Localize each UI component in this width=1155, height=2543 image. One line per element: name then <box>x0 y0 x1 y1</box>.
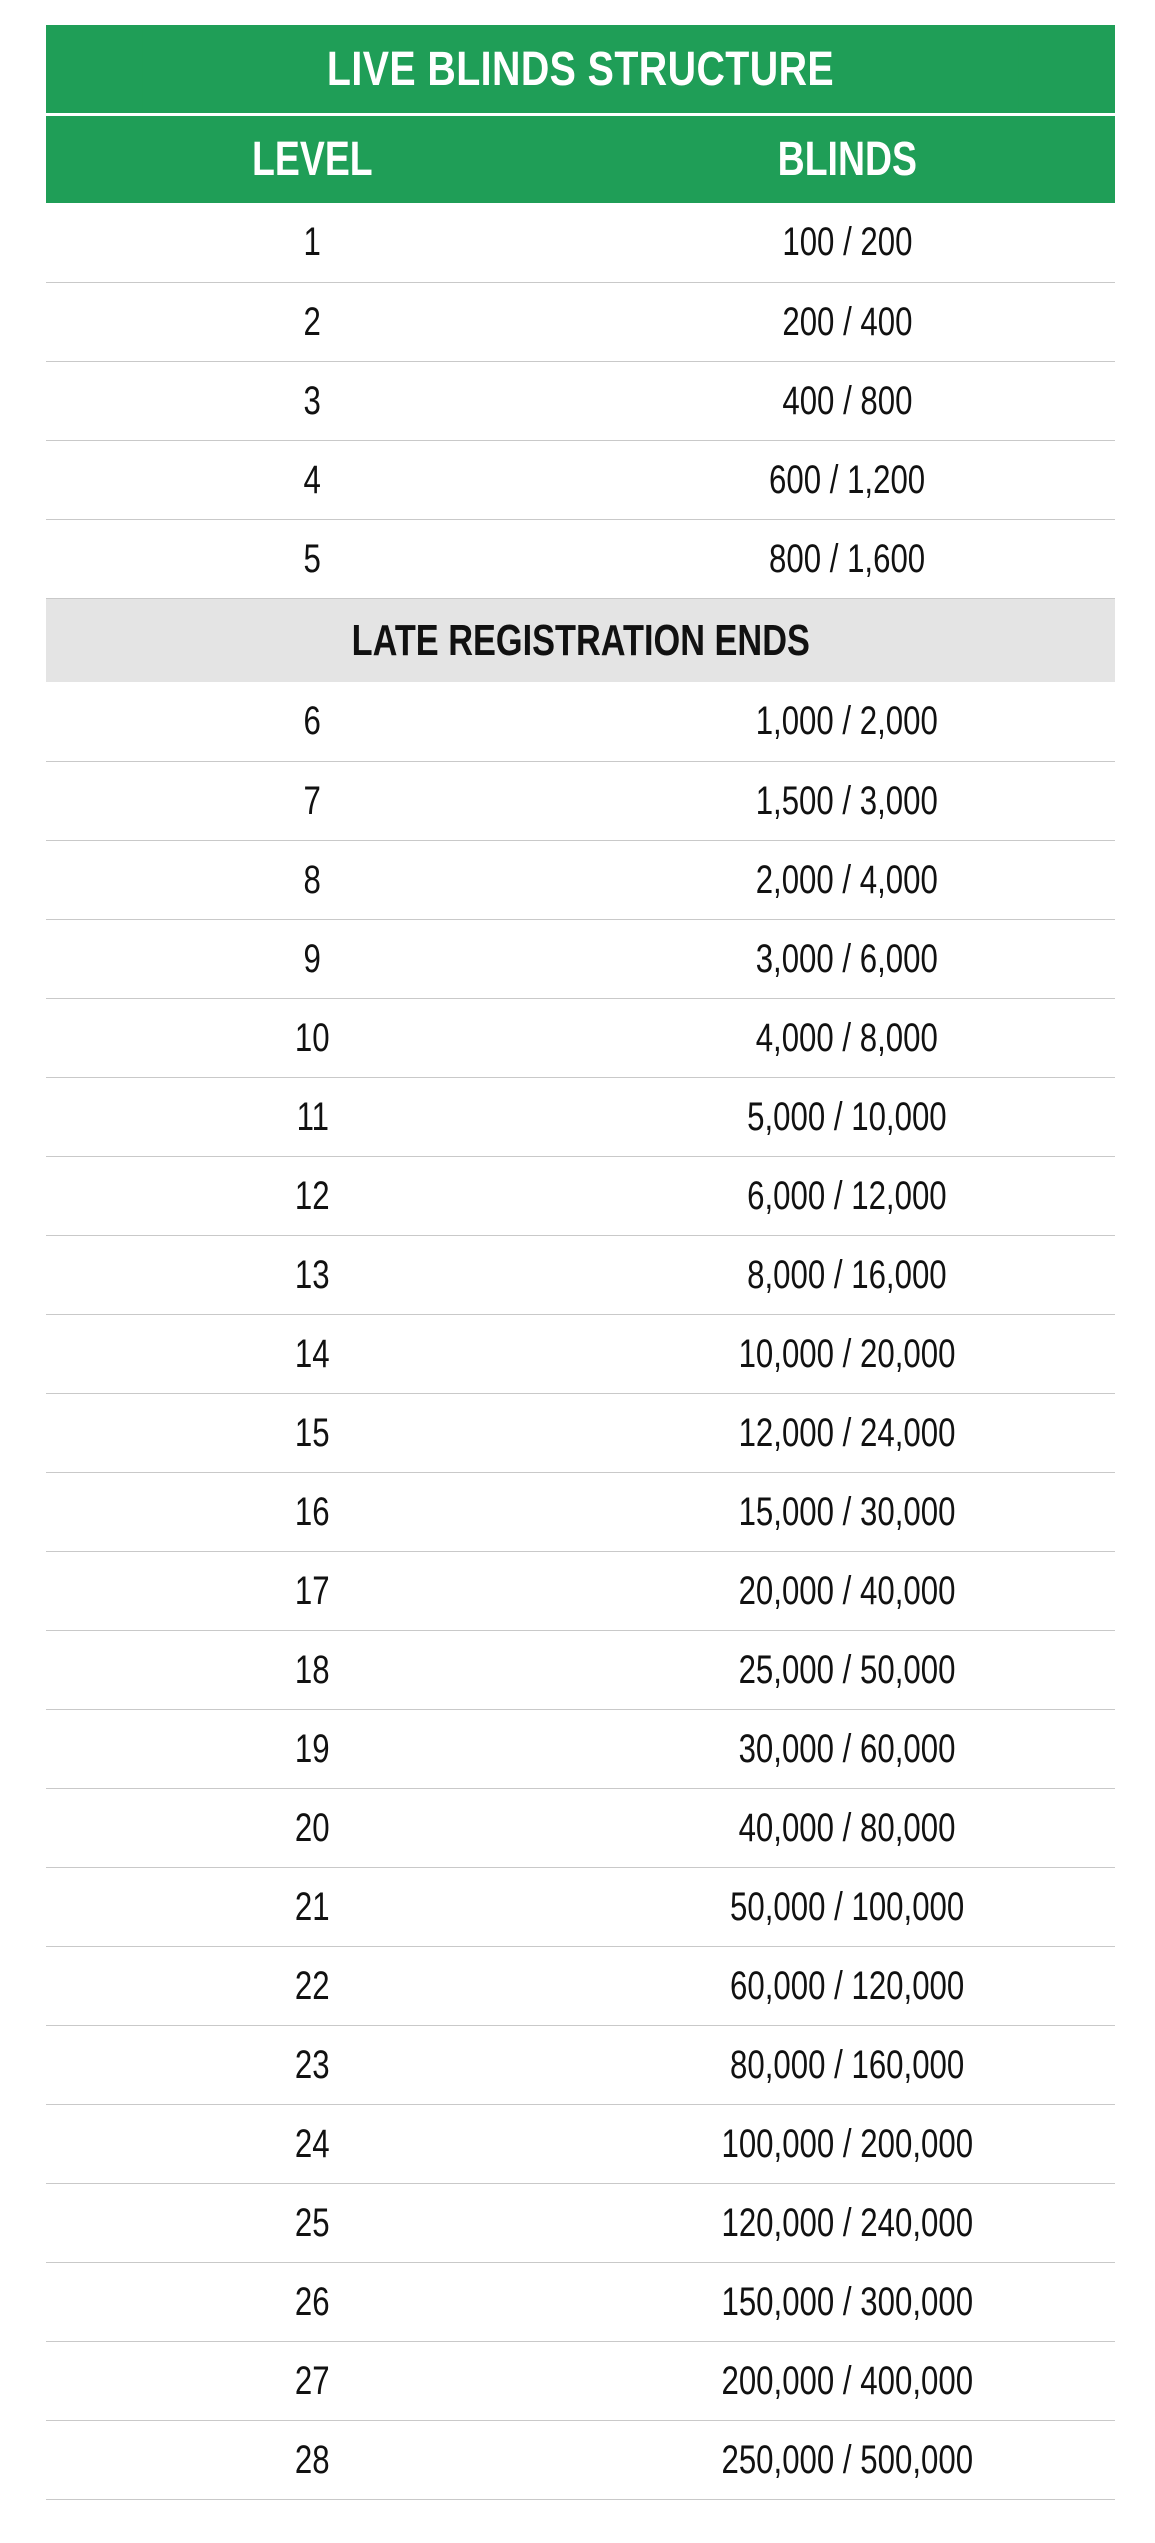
table-row <box>46 1947 1115 2026</box>
blinds-cell <box>579 2359 1115 2404</box>
level-cell <box>46 1174 579 1219</box>
blinds-cell <box>579 2043 1115 2088</box>
level-cell <box>46 300 579 345</box>
blinds-value: 40,000 / 80,000 <box>738 1805 956 1850</box>
table-row <box>46 762 1115 841</box>
level-value: 12 <box>295 1173 330 1218</box>
level-cell <box>46 1727 579 1772</box>
blinds-value: 60,000 / 120,000 <box>729 1963 965 2008</box>
level-value: 7 <box>303 778 322 823</box>
level-value: 22 <box>295 1963 330 2008</box>
level-value: 24 <box>295 2121 330 2166</box>
level-cell <box>46 1885 579 1930</box>
level-value: 5 <box>303 536 322 581</box>
level-cell <box>46 2280 579 2325</box>
blinds-cell <box>579 1411 1115 1456</box>
header-blinds <box>579 132 1115 187</box>
level-value: 17 <box>295 1568 330 1613</box>
table-row <box>46 2342 1115 2421</box>
blinds-cell <box>579 779 1115 824</box>
blinds-value: 5,000 / 10,000 <box>747 1094 947 1139</box>
level-value: 27 <box>295 2358 330 2403</box>
blinds-value: 150,000 / 300,000 <box>721 2279 973 2324</box>
blinds-cell <box>579 1490 1115 1535</box>
blinds-value: 2,000 / 4,000 <box>755 857 939 902</box>
level-value: 2 <box>303 299 322 344</box>
blinds-value: 100 / 200 <box>781 220 913 264</box>
blinds-cell <box>579 1016 1115 1061</box>
blinds-table <box>46 25 1115 2500</box>
table-row <box>46 2421 1115 2500</box>
blinds-cell <box>579 2122 1115 2167</box>
level-value: 15 <box>295 1410 330 1455</box>
blinds-value: 4,000 / 8,000 <box>755 1015 939 1060</box>
blinds-value: 120,000 / 240,000 <box>721 2200 973 2245</box>
blinds-value: 30,000 / 60,000 <box>738 1726 956 1771</box>
blinds-value: 400 / 800 <box>781 378 913 423</box>
blinds-cell <box>579 2438 1115 2483</box>
late-registration-label: LATE REGISTRATION ENDS <box>351 615 810 665</box>
level-value: 19 <box>295 1726 330 1771</box>
level-cell <box>46 220 579 265</box>
blinds-cell <box>579 1806 1115 1851</box>
level-value: 10 <box>295 1015 330 1060</box>
table-row <box>46 283 1115 362</box>
blinds-cell <box>579 2280 1115 2325</box>
level-value: 13 <box>295 1252 330 1297</box>
level-cell <box>46 537 579 582</box>
blinds-cell <box>579 2201 1115 2246</box>
blinds-cell <box>579 1174 1115 1219</box>
blinds-cell <box>579 1095 1115 1140</box>
blinds-value: 200,000 / 400,000 <box>721 2358 973 2403</box>
blinds-cell <box>579 1964 1115 2009</box>
table-row <box>46 920 1115 999</box>
level-cell <box>46 699 579 744</box>
level-value: 4 <box>303 457 322 502</box>
level-cell <box>46 1569 579 1614</box>
blinds-cell <box>579 937 1115 982</box>
blinds-value: 8,000 / 16,000 <box>747 1252 947 1297</box>
table-row <box>46 1236 1115 1315</box>
blinds-cell <box>579 1885 1115 1930</box>
blinds-value: 800 / 1,600 <box>768 536 926 581</box>
level-value: 6 <box>303 699 322 743</box>
level-cell <box>46 1095 579 1140</box>
table-row <box>46 1473 1115 1552</box>
level-value: 25 <box>295 2200 330 2245</box>
level-value: 28 <box>295 2437 330 2482</box>
level-value: 20 <box>295 1805 330 1850</box>
blinds-cell <box>579 1727 1115 1772</box>
level-cell <box>46 1332 579 1377</box>
blinds-cell <box>579 220 1115 265</box>
blinds-cell <box>579 300 1115 345</box>
blinds-value: 25,000 / 50,000 <box>738 1647 956 1692</box>
blinds-cell <box>579 699 1115 744</box>
blinds-value: 1,500 / 3,000 <box>755 778 939 823</box>
table-row <box>46 2026 1115 2105</box>
table-title-bar <box>46 25 1115 113</box>
table-row <box>46 520 1115 599</box>
late-registration-band <box>46 599 1115 682</box>
level-cell <box>46 1490 579 1535</box>
level-cell <box>46 1806 579 1851</box>
level-cell <box>46 858 579 903</box>
level-value: 26 <box>295 2279 330 2324</box>
blinds-cell <box>579 537 1115 582</box>
level-cell <box>46 1411 579 1456</box>
blinds-value: 12,000 / 24,000 <box>738 1410 956 1455</box>
table-row <box>46 841 1115 920</box>
blinds-cell <box>579 858 1115 903</box>
blinds-cell <box>579 458 1115 503</box>
level-value: 23 <box>295 2042 330 2087</box>
level-value: 9 <box>303 936 322 981</box>
level-value: 14 <box>295 1331 330 1376</box>
level-cell <box>46 1016 579 1061</box>
blinds-value: 50,000 / 100,000 <box>729 1884 965 1929</box>
header-blinds-label: BLINDS <box>777 133 917 186</box>
level-cell <box>46 458 579 503</box>
table-row <box>46 1631 1115 1710</box>
blinds-value: 15,000 / 30,000 <box>738 1489 956 1534</box>
level-cell <box>46 2122 579 2167</box>
blinds-value: 80,000 / 160,000 <box>729 2042 965 2087</box>
level-value: 1 <box>303 220 322 264</box>
table-row <box>46 362 1115 441</box>
table-header-row <box>46 116 1115 203</box>
table-row <box>46 1710 1115 1789</box>
blinds-value: 10,000 / 20,000 <box>738 1331 956 1376</box>
table-row <box>46 999 1115 1078</box>
table-row <box>46 1078 1115 1157</box>
rows-after-break <box>46 682 1115 2500</box>
level-cell <box>46 1648 579 1693</box>
table-row <box>46 1157 1115 1236</box>
blinds-value: 6,000 / 12,000 <box>747 1173 947 1218</box>
level-cell <box>46 937 579 982</box>
table-row <box>46 1552 1115 1631</box>
table-row <box>46 2184 1115 2263</box>
level-cell <box>46 779 579 824</box>
level-value: 8 <box>303 857 322 902</box>
table-row <box>46 203 1115 283</box>
level-cell <box>46 2359 579 2404</box>
table-row <box>46 2105 1115 2184</box>
table-row <box>46 682 1115 762</box>
blinds-value: 100,000 / 200,000 <box>721 2121 973 2166</box>
level-value: 21 <box>295 1884 330 1929</box>
level-value: 18 <box>295 1647 330 1692</box>
blinds-value: 20,000 / 40,000 <box>738 1568 956 1613</box>
table-row <box>46 2263 1115 2342</box>
level-value: 3 <box>303 378 322 423</box>
level-cell <box>46 2043 579 2088</box>
blinds-value: 250,000 / 500,000 <box>721 2437 973 2482</box>
blinds-value: 1,000 / 2,000 <box>755 699 939 743</box>
header-level <box>46 132 579 187</box>
blinds-value: 600 / 1,200 <box>768 457 926 502</box>
level-cell <box>46 2438 579 2483</box>
level-cell <box>46 379 579 424</box>
table-row <box>46 441 1115 520</box>
level-value: 16 <box>295 1489 330 1534</box>
level-cell <box>46 1964 579 2009</box>
rows-before-break <box>46 203 1115 599</box>
table-title: LIVE BLINDS STRUCTURE <box>142 25 1019 113</box>
header-level-label: LEVEL <box>252 133 373 186</box>
table-row <box>46 1789 1115 1868</box>
table-row <box>46 1868 1115 1947</box>
blinds-value: 200 / 400 <box>781 299 913 344</box>
blinds-value: 3,000 / 6,000 <box>755 936 939 981</box>
table-row <box>46 1315 1115 1394</box>
blinds-cell <box>579 1332 1115 1377</box>
blinds-cell <box>579 1569 1115 1614</box>
level-value: 11 <box>296 1094 329 1139</box>
blinds-cell <box>579 379 1115 424</box>
blinds-cell <box>579 1648 1115 1693</box>
level-cell <box>46 2201 579 2246</box>
table-row <box>46 1394 1115 1473</box>
blinds-cell <box>579 1253 1115 1298</box>
level-cell <box>46 1253 579 1298</box>
